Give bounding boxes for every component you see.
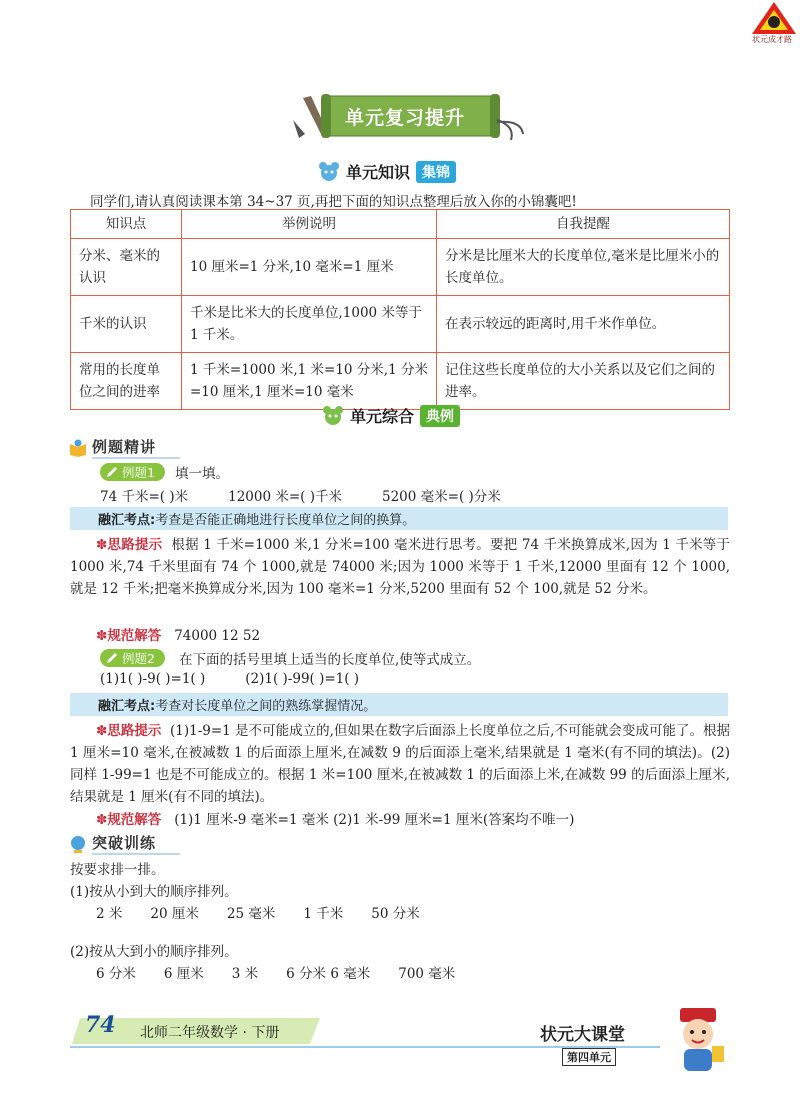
knowledge-section-label: 单元知识	[346, 163, 411, 182]
book-icon	[68, 438, 88, 458]
example1-item: 12000 米=( )千米	[228, 489, 342, 505]
training-item: 700 毫米	[398, 966, 456, 982]
focus-label: 融汇考点:	[98, 513, 156, 528]
table-row	[71, 353, 730, 410]
training-title-row	[68, 832, 180, 855]
training-item: 50 分米	[371, 906, 420, 922]
knowledge-section-tag: 集锦	[416, 161, 456, 183]
answer-label: ✽规范解答	[96, 628, 162, 644]
example2-tip-text: (1)1-9=1 是不可能成立的,但如果在数字后面添上长度单位之后,不可能就会变成可能了。根据 1 厘米=10 毫米,在被减数 1 的后面添上厘米,在减数 9 的后面添上毫米,结果就是 1 毫米(有不同的填法)。(2)同样 1-99=1 也是不可能成立的。根据 1 米=100 厘米,在被减数 1 的后面添上米,在减数 99 的后面添上厘米,结果就是 1 厘米(有不同的填法)。	[70, 723, 731, 805]
table-cell: 在表示较远的距离时,用千米作单位。	[437, 296, 730, 353]
comprehensive-section-label: 单元综合	[350, 407, 415, 426]
training-item: 6 厘米	[163, 966, 204, 982]
table-header: 知识点	[71, 210, 182, 239]
example1-answer-text: 74000 12 52	[174, 628, 261, 644]
training-q2: (2)按从大到小的顺序排列。	[70, 944, 238, 960]
example2-header	[100, 648, 480, 668]
example1-task: 填一填。	[174, 466, 229, 482]
knowledge-intro: 同学们,请认真阅读课本第 34~37 页,再把下面的知识点整理后放入你的小锦囊吧!	[90, 194, 577, 210]
series-title: 状元大课堂	[540, 1025, 625, 1045]
table-cell: 分米是比厘米大的长度单位,毫米是比厘米小的长度单位。	[437, 239, 730, 296]
training-item: 3 米	[231, 966, 259, 982]
example1-header	[100, 462, 229, 482]
table-cell: 千米的认识	[71, 296, 182, 353]
training-item: 20 厘米	[150, 906, 199, 922]
example2-badge	[100, 649, 165, 667]
example1-label: 例题1	[122, 465, 155, 480]
example1-item: 5200 毫米=( )分米	[381, 489, 501, 505]
answer-label: ✽规范解答	[96, 812, 162, 828]
table-cell: 分米、毫米的认识	[71, 239, 182, 296]
examples-title: 例题精讲	[92, 436, 180, 459]
training-item: 1 千米	[303, 906, 344, 922]
table-cell: 10 厘米=1 分米,10 毫米=1 厘米	[182, 239, 437, 296]
mascot-icon	[318, 161, 340, 183]
training-q2-items	[96, 962, 455, 982]
example2-focus-band	[70, 693, 728, 716]
example1-answer	[96, 624, 260, 644]
example1-tip-text: 根据 1 千米=1000 米,1 分米=100 毫米进行思考。要把 74 千米换算成米,因为 1 千米等于 1000 米,74 千米里面有 74 个 1000,就是 74000 米;因为 1000 米等于 1 千米,12000 里面有 12 个 1000,就是 12 千米;把毫米换算成分米,因为 100 毫米=1 分米,5200 里面有 52 个 100,就是 52 分米。	[70, 537, 730, 597]
page-number: 74	[85, 1012, 116, 1038]
mascot-icon	[322, 405, 344, 427]
example1-badge	[100, 463, 165, 481]
table-header: 举例说明	[182, 210, 437, 239]
table-header-row	[71, 210, 730, 239]
publisher-logo-text: 状元成才路	[752, 35, 792, 44]
example2-answer	[96, 808, 574, 828]
unit-label: 第四单元	[562, 1048, 616, 1066]
book-title: 北师二年级数学 · 下册	[140, 1025, 280, 1041]
comprehensive-section-tag: 典例	[420, 405, 460, 427]
comprehensive-section-header	[322, 404, 460, 427]
table-header: 自我提醒	[437, 210, 730, 239]
knowledge-section-header	[318, 160, 456, 183]
mascot-illustration	[668, 1006, 728, 1074]
globe-icon	[68, 834, 88, 854]
example1-tip	[70, 534, 730, 600]
focus-label: 融汇考点:	[98, 699, 156, 714]
training-q1-items	[96, 902, 420, 922]
table-cell: 记住这些长度单位的大小关系以及它们之间的进率。	[437, 353, 730, 410]
table-cell: 常用的长度单位之间的进率	[71, 353, 182, 410]
example2-answer-text: (1)1 厘米-9 毫米=1 毫米 (2)1 米-99 厘米=1 厘米(答案均不唯一)	[174, 812, 575, 828]
example1-focus-band	[70, 507, 728, 530]
example2-label: 例题2	[122, 651, 155, 666]
training-item: 25 毫米	[226, 906, 276, 922]
examples-title-row	[68, 436, 180, 459]
tip-label: ✽思路提示	[96, 537, 163, 553]
training-item: 6 分米	[96, 966, 136, 982]
example2-item: (1)1( )-9( )=1( )	[100, 671, 206, 687]
example2-tip	[70, 720, 730, 808]
tip-label: ✽思路提示	[96, 723, 162, 739]
example2-task: 在下面的括号里填上适当的长度单位,使等式成立。	[178, 652, 481, 668]
example2-item: (2)1( )-99( )=1( )	[245, 671, 360, 687]
example2-items	[100, 671, 359, 687]
example1-item: 74 千米=( )米	[100, 489, 189, 505]
pencil-icon	[106, 466, 118, 478]
table-row	[71, 239, 730, 296]
training-item: 2 米	[96, 906, 123, 922]
knowledge-table	[70, 209, 730, 410]
example1-items	[100, 485, 501, 505]
pencil-icon	[106, 652, 118, 664]
example2-focus: 考查对长度单位之间的熟练掌握情况。	[155, 699, 377, 714]
training-task: 按要求排一排。	[70, 862, 165, 878]
training-q1: (1)按从小到大的顺序排列。	[70, 884, 238, 900]
table-cell: 1 千米=1000 米,1 米=10 分米,1 分米=10 厘米,1 厘米=10 毫米	[182, 353, 437, 410]
training-item: 6 分米 6 毫米	[286, 966, 371, 982]
training-title: 突破训练	[92, 832, 180, 855]
example1-focus: 考查是否能正确地进行长度单位之间的换算。	[155, 513, 416, 528]
table-row	[71, 296, 730, 353]
chapter-banner-title: 单元复习提升	[344, 107, 465, 129]
table-cell: 千米是比米大的长度单位,1000 米等于 1 千米。	[182, 296, 437, 353]
